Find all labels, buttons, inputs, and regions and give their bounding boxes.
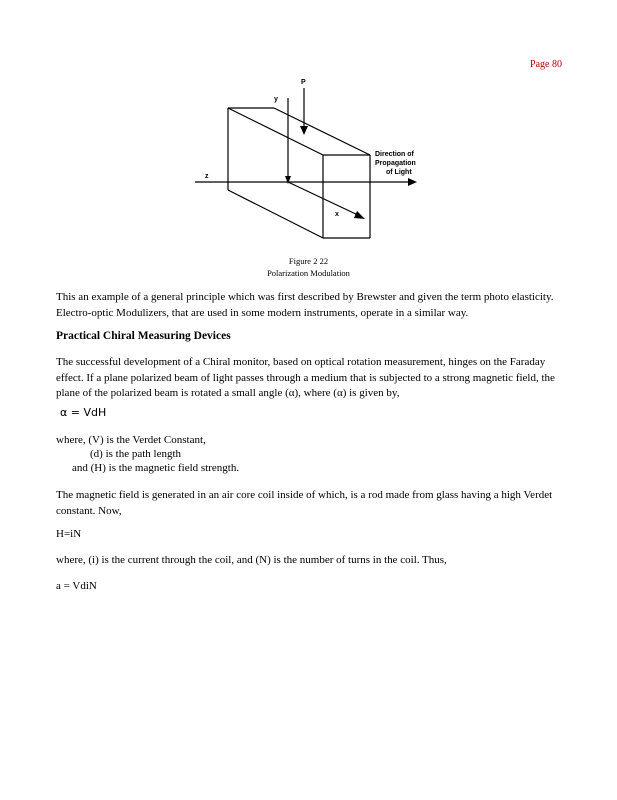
paragraph-current: where, (i) is the current through the coil, and (N) is the number of turns in the coil. Thus, [56,554,447,566]
equation-alpha: α = VdH [60,406,107,419]
equation-a: a = VdiN [56,580,97,592]
paragraph-coil: The magnetic field is generated in an air core coil inside of which, is a rod made from glass having a high Verdet constant. Now, [56,489,553,517]
figure-caption-title: Polarization Modulation [267,268,350,278]
section-heading: Practical Chiral Measuring Devices [56,330,231,342]
x-axis [288,182,360,216]
x-arrowhead [354,211,365,219]
p-arrowhead [300,126,308,135]
z-label: z [205,173,209,180]
page-number: Page 80 [530,59,562,70]
box-edge [228,108,323,155]
paragraph-faraday: The successful development of a Chiral monitor, based on optical rotation measurement, hinges on the Faraday effect. If a plane polarized beam of light passes through a medium that is subjected to a strong magnetic field, the plane of the polarized beam is rotated a small angle (α), where (α) is given by, [56,356,555,399]
direction-label-line2: Propagation [375,160,416,167]
x-label: x [335,211,339,218]
paragraph-brewster: This an example of a general principle which was first described by Brewster and given the term photo elasticity. Electro-optic Modulizers, that are used in some modern instruments, operate in a similar way. [56,291,554,319]
equation-h: H=iN [56,528,82,540]
where-line-verdet: where, (V) is the Verdet Constant, [56,434,206,446]
p-label: P [301,79,306,86]
polarization-modulation-diagram [190,75,440,245]
direction-label-line3: of Light [386,169,412,176]
direction-label-line1: Direction of [375,151,414,158]
y-label: y [274,96,278,103]
figure-caption-number: Figure 2 22 [288,256,329,266]
where-line-field: and (H) is the magnetic field strength. [72,462,240,474]
z-arrowhead [408,178,417,186]
where-line-path: (d) is the path length [90,448,182,460]
box-edge [228,190,323,238]
